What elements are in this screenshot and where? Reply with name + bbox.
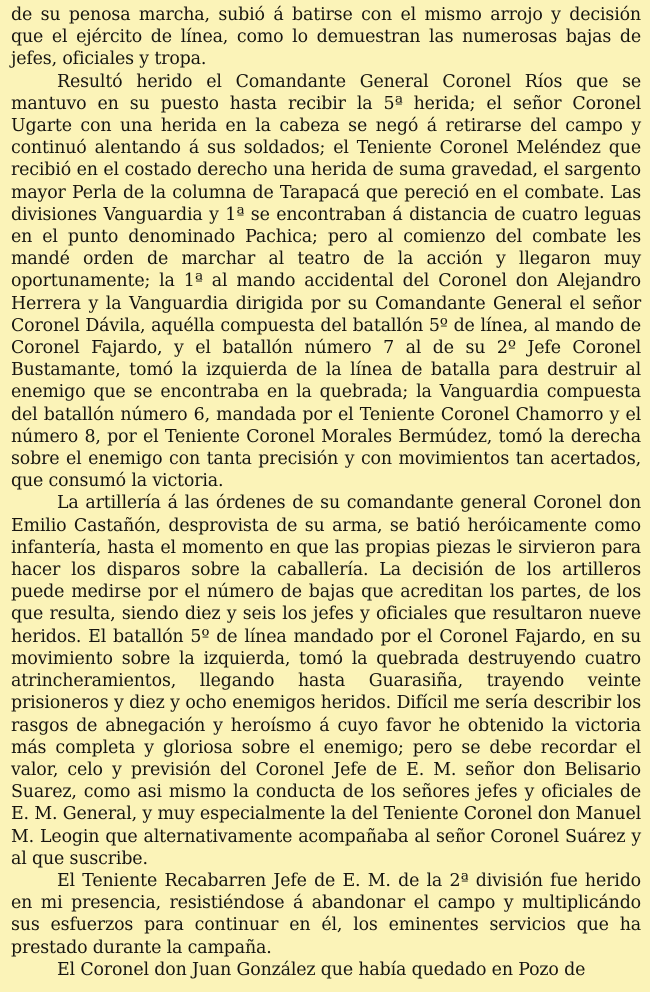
paragraph-wounded-officers: Resultó herido el Comandante General Coronel Ríos que se mantuvo en su puesto hasta recibir la 5ª herida; el señor Coronel Ugarte con una herida en la cabeza se negó á retirarse del campo y continuó alentando á sus soldados; el Teniente Coronel Meléndez que recibió en el costado derecho una herida de suma gravedad, el sargento mayor Perla de la columna de Tarapacá que pereció en el combate. Las divisiones Vanguardia y 1ª se encontraban á distancia de cuatro leguas en el punto denominado Pachica; pero al comienzo del combate les mandé orden de marchar al teatro de la acción y llegaron muy oportunamente; la 1ª al mando accidental del Coronel don Alejandro Herrera y la Vanguardia dirigida por su Comandante General el señor Coronel Dávila, aquélla compuesta del batallón 5º de línea, al mando de Coronel Fajardo, y el batallón número 7 al de su 2º Jefe Coronel Bustamante, tomó la izquierda de la línea de batalla para destruir al enemigo que se encontraba en la quebrada; la Vanguardia compuesta del batallón número 6, mandada por el Teniente Coronel Chamorro y el número 8, por el Teniente Coronel Morales Bermúdez, tomó la derecha sobre el enemigo con tanta precisión y con movimientos tan acertados, que consumó la victoria.	[11, 71, 641, 492]
paragraph-gonzalez: El Coronel don Juan González que había quedado en Pozo de	[57, 959, 586, 980]
paragraph-artillery: La artillería á las órdenes de su comandante general Coronel don Emilio Castañón, desprovista de su arma, se batió heróicamente como infantería, hasta el momento en que las propias piezas le sirvieron para hacer los disparos sobre la caballería. La decisión de los artilleros puede medirse por el número de bajas que acreditan los partes, de los que resulta, siendo diez y seis los jefes y oficiales que resultaron nueve heridos. El batallón 5º de línea mandado por el Coronel Fajardo, en su movimiento sobre la izquierda, tomó la quebrada destruyendo cuatro atrincheramientos, llegando hasta Guarasiña, trayendo veinte prisioneros y diez y ocho enemigos heridos. Difícil me sería describir los rasgos de abnegación y heroísmo á cuyo favor he obtenido la victoria más completa y gloriosa sobre el enemigo; pero se debe recordar el valor, celo y previsión del Coronel Jefe de E. M. señor don Belisario Suarez, como asi mismo la conducta de los señores jefes y oficiales de E. M. General, y muy especialmente la del Teniente Coronel don Manuel M. Leogin que alternativamente acompañaba al señor Coronel Suárez y al que suscribe.	[11, 493, 641, 869]
paragraph-recabarren: El Teniente Recabarren Jefe de E. M. de la 2ª división fue herido en mi presencia, resistiéndose á abandonar el campo y multiplicándo sus esfuerzos para continuar en él, los eminentes servicios que ha prestado durante la campaña.	[11, 870, 641, 958]
paragraph-march-continuation: de su penosa marcha, subió á batirse con el mismo arrojo y decisión que el ejército de línea, como lo demuestran las numerosas bajas de jefes, oficiales y tropa.	[11, 5, 641, 70]
